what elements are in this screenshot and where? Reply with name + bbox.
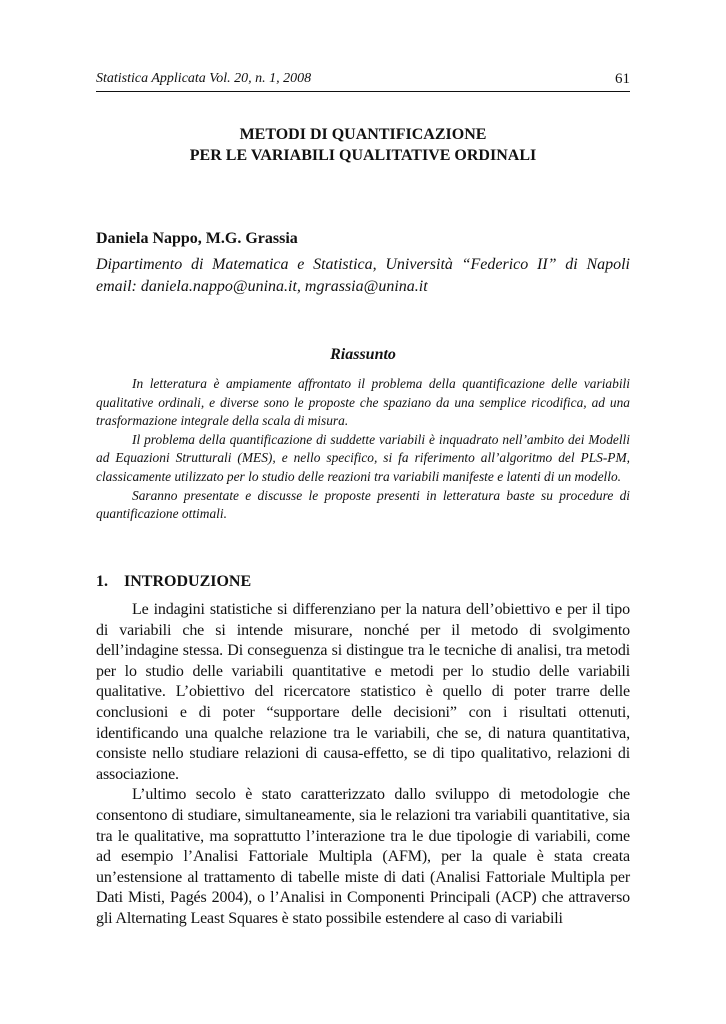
page-number: 61 xyxy=(615,71,630,87)
author-email: email: daniela.nappo@unina.it, mgrassia@unina.it xyxy=(96,278,428,295)
author-affiliation: Dipartimento di Matematica e Statistica, Università “Federico II” di Napoli xyxy=(96,256,630,273)
title-line-2: PER LE VARIABILI QUALITATIVE ORDINALI xyxy=(189,147,537,164)
section-body xyxy=(96,600,630,930)
abstract-paragraph: In letteratura è ampiamente affrontato il problema della quantificazione delle variabili qualitative ordinali, e diverse sono le proposte che spaziano da una semplice ricodifica, ad una trasformazione integrale della scala di misura. xyxy=(96,376,630,429)
body-paragraph: L’ultimo secolo è stato caratterizzato dallo sviluppo di metodologie che consentono di studiare, simultaneamente, sia le relazioni tra variabili quantitative, sia tra le qualitative, ma soprattutto l’interazione tra le due tipologie di variabili, come ad esempio l’Analisi Fattoriale Multipla (AFM), per la quale è stata creata un’estensione al trattamento di tabelle miste di dati (Analisi Fattoriale Multipla per Dati Misti, Pagés 2004), o l’Analisi in Componenti Principali (ACP) che attraverso gli Alternating Least Squares è stato possibile estendere al caso di variabili xyxy=(96,786,630,927)
title-line-1: METODI DI QUANTIFICAZIONE xyxy=(239,126,487,143)
paper-title xyxy=(96,124,630,166)
header-rule xyxy=(96,91,630,92)
abstract-heading: Riassunto xyxy=(330,346,396,363)
section-heading xyxy=(96,572,630,592)
journal-citation: Statistica Applicata Vol. 20, n. 1, 2008 xyxy=(96,71,312,86)
section-number: 1. xyxy=(96,573,108,590)
abstract-paragraph: Saranno presentate e discusse le proposte presenti in letteratura baste su procedure di quantificazione ottimali. xyxy=(96,487,630,522)
body-paragraph: Le indagini statistiche si differenziano per la natura dell’obiettivo e per il tipo di variabili che si intende misurare, nonché per il metodo di svolgimento dell’indagine stessa. Di conseguenza si distingue tra le tecniche di analisi, tra metodi per lo studio delle variabili quantitative e metodi per lo studio delle variabili qualitative. L’obiettivo del ricercatore statistico è quello di poter trarre delle conclusioni e di poter “supportare delle decisioni” con i risultati ottenuti, identificando una qualche relazione tra le variabili, che se, di natura quantitativa, consiste nello studiare relazioni di causa-effetto, se di tipo qualitativo, relazioni di associazione. xyxy=(96,601,630,783)
abstract-paragraph: Il problema della quantificazione di suddette variabili è inquadrato nell’ambito dei Modelli ad Equazioni Strutturali (MES), e nello specifico, si fa riferimento all’algoritmo del PLS-PM, classicamente utilizzato per lo studio delle reazioni tra variabili manifeste e latenti di un modello. xyxy=(96,431,630,484)
section-title: INTRODUZIONE xyxy=(124,573,252,590)
abstract-body xyxy=(96,375,630,524)
running-header xyxy=(96,71,630,87)
author-names: Daniela Nappo, M.G. Grassia xyxy=(96,230,298,247)
